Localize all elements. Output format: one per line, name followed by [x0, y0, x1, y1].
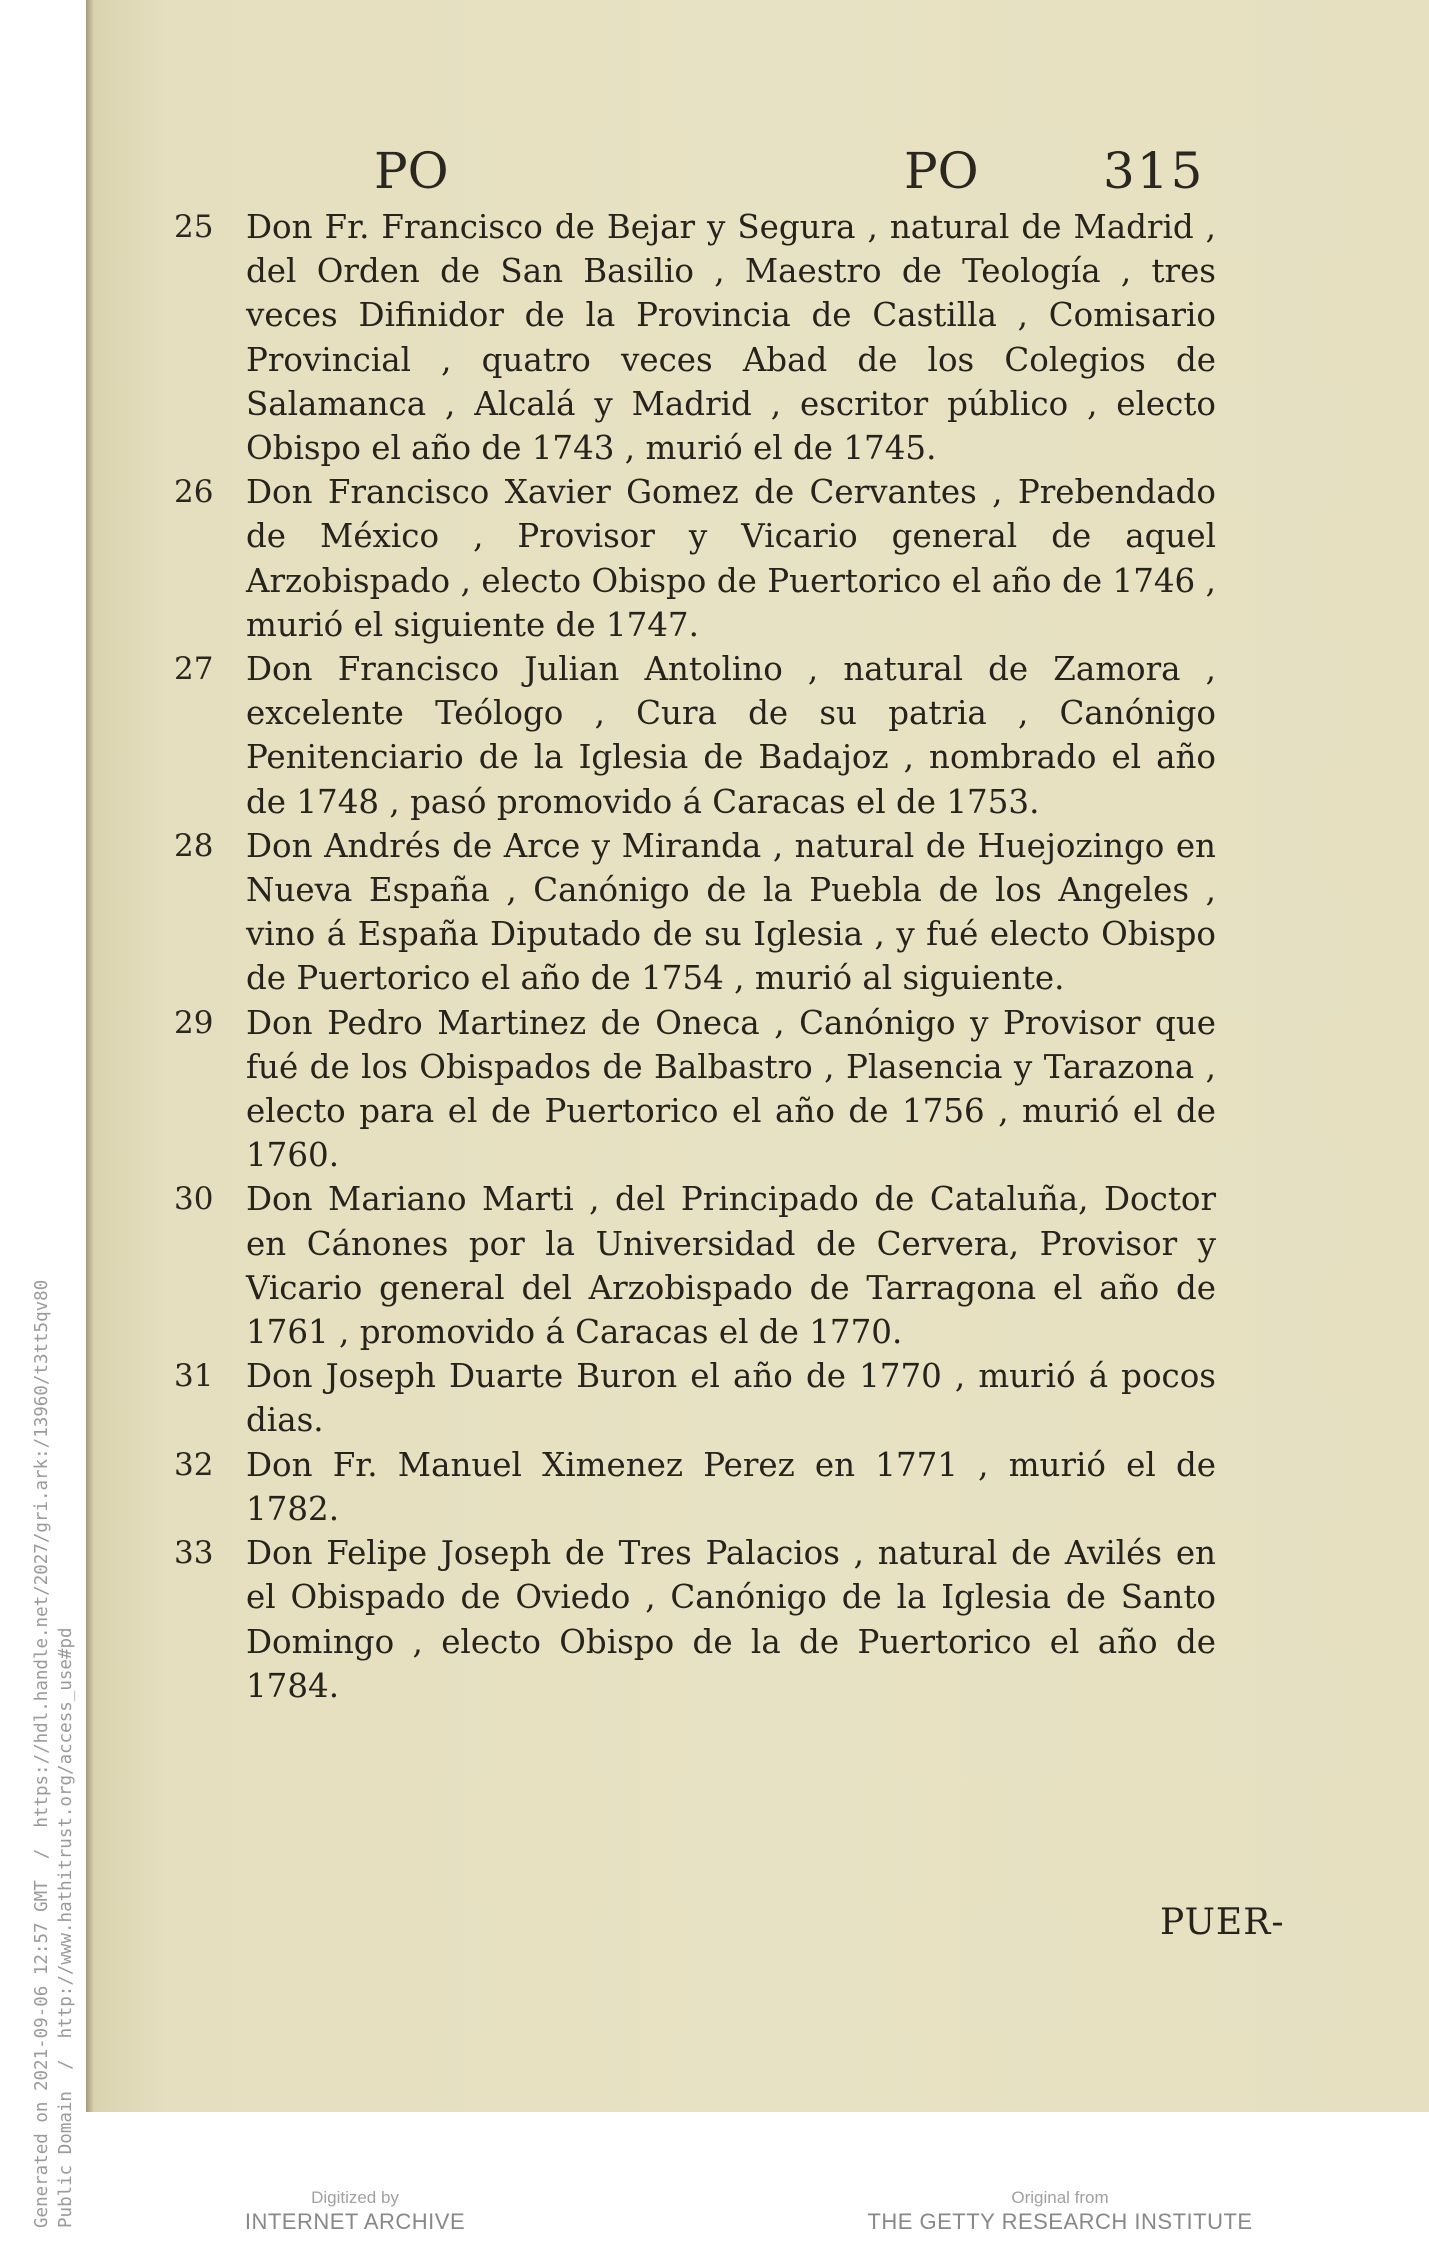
digitized-label: Digitized by [311, 2188, 399, 2207]
entry-number: 26 [174, 474, 214, 511]
running-head [86, 142, 1429, 202]
list-item [86, 1443, 1216, 1531]
list-item [86, 205, 1216, 470]
side-stamp-text [30, 1280, 78, 2228]
entry-text: Don Joseph Duarte Buron el año de 1770 , murió á pocos dias. [246, 1357, 1216, 1440]
digitized-source: INTERNET ARCHIVE [244, 2209, 466, 2234]
entry-text: Don Andrés de Arce y Miranda , natural de Huejozingo en Nueva España , Canónigo de la Puebla de los Angeles , vino á España Diputado de su Iglesia , y fué electo Obispo de Puertorico el año de 1754 , murió al siguiente. [246, 826, 1216, 998]
side-stamp-line-2: Public Domain / http://www.hathitrust.org/access_use#pd [56, 1627, 76, 2228]
list-item [86, 1177, 1216, 1354]
entry-number: 33 [174, 1535, 214, 1572]
running-head-right: PO [904, 142, 979, 200]
entry-number: 28 [174, 827, 214, 864]
entries-list [86, 205, 1429, 1708]
entry-text: Don Fr. Francisco de Bejar y Segura , natural de Madrid , del Orden de San Basilio , Maestro de Teología , tres veces Difinidor de la Provincia de Castilla , Comisario Provincial , quatro veces Abad de los Colegios de Salamanca , Alcalá y Madrid , escritor público , electo Obispo el año de 1743 , murió el de 1745. [246, 208, 1216, 468]
entry-number: 25 [174, 209, 214, 245]
list-item [86, 1001, 1216, 1178]
catchword: PUER- [1160, 1902, 1285, 1943]
entry-text: Don Francisco Xavier Gomez de Cervantes , Prebendado de México , Provisor y Vicario general de aquel Arzobispado , electo Obispo de Puertorico el año de 1746 , murió el siguiente de 1747. [246, 473, 1216, 644]
running-head-left: PO [374, 142, 449, 200]
entry-text: Don Pedro Martinez de Oneca , Canónigo y Provisor que fué de los Obispados de Balbastro , Plasencia y Tarazona , electo para el de Puertorico el año de 1756 , murió el de 1760. [246, 1003, 1216, 1175]
list-item [86, 824, 1216, 1001]
page-number: 315 [1103, 142, 1205, 200]
list-item [86, 1354, 1216, 1442]
list-item [86, 647, 1216, 824]
digitized-by-credit [210, 2188, 500, 2236]
original-from-credit [860, 2188, 1260, 2236]
entry-text: Don Francisco Julian Antolino , natural de Zamora , excelente Teólogo , Cura de su patria , Canónigo Penitenciario de la Iglesia de Badajoz , nombrado el año de 1748 , pasó promovido á Caracas el de 1753. [246, 650, 1216, 821]
entry-number: 29 [174, 1004, 214, 1041]
hathitrust-side-stamp [0, 0, 76, 2242]
entry-number: 31 [174, 1358, 214, 1395]
entry-text: Don Mariano Marti , del Principado de Cataluña, Doctor en Cánones por la Universidad de Cervera, Provisor y Vicario general del Arzobispado de Tarragona el año de 1761 , promovido á Caracas el de 1770. [246, 1180, 1216, 1352]
list-item [86, 470, 1216, 647]
side-stamp-line-1: Generated on 2021-09-06 12:57 GMT / https://hdl.handle.net/2027/gri.ark:/13960/t3tt5qv80 [32, 1279, 52, 2228]
original-label: Original from [1011, 2188, 1109, 2207]
entry-text: Don Felipe Joseph de Tres Palacios , natural de Avilés en el Obispado de Oviedo , Canónigo de la Iglesia de Santo Domingo , electo Obispo de la de Puertorico el año de 1784. [246, 1534, 1216, 1705]
original-source: THE GETTY RESEARCH INSTITUTE [867, 2209, 1253, 2234]
list-item [86, 1531, 1216, 1708]
scanned-page [86, 0, 1429, 2112]
entry-text: Don Fr. Manuel Ximenez Perez en 1771 , murió el de 1782. [246, 1445, 1216, 1528]
entry-number: 27 [174, 651, 214, 688]
entry-number: 30 [174, 1181, 214, 1218]
entry-number: 32 [174, 1446, 214, 1483]
